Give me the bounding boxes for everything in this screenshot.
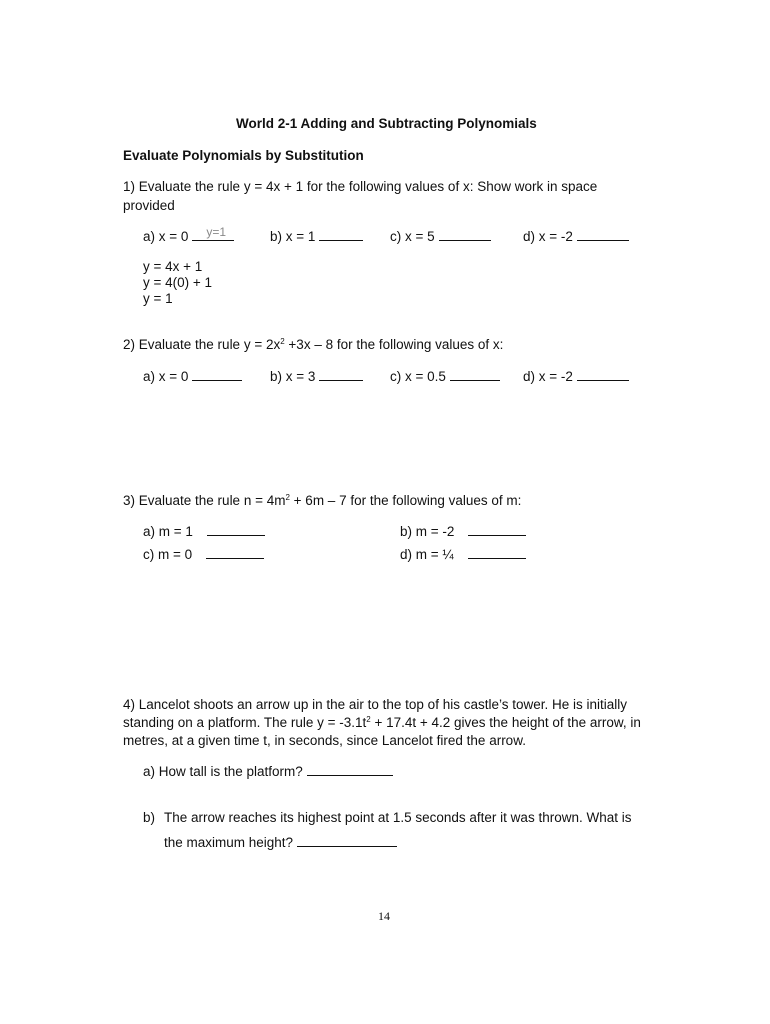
q4-part-b-line2 — [164, 834, 397, 850]
q3-part-a-label: a) m = 1 — [143, 524, 193, 539]
q4-part-a-label: a) How tall is the platform? — [143, 764, 303, 779]
q2-prompt — [123, 337, 503, 352]
q1-part-b-label: b) x = 1 — [270, 229, 316, 244]
q1-part-a-blank[interactable] — [192, 225, 234, 241]
q4-part-b-line1: The arrow reaches its highest point at 1.5 seconds after it was thrown. What is — [164, 810, 632, 825]
q2-exponent: 2 — [280, 337, 285, 346]
q3-prompt-pre: 3) Evaluate the rule n = 4m — [123, 493, 286, 508]
q4-line2-post: + 17.4t + 4.2 gives the height of the arrow, in — [370, 715, 641, 730]
q2-part-a-label: a) x = 0 — [143, 369, 189, 384]
q4-part-a — [143, 763, 393, 779]
q4-part-a-blank[interactable] — [307, 763, 393, 776]
q4-exponent: 2 — [366, 715, 371, 724]
q2-part-b-label: b) x = 3 — [270, 369, 316, 384]
q1-part-b-blank[interactable] — [319, 228, 363, 241]
q1-work-line2: y = 4(0) + 1 — [143, 275, 213, 290]
section-heading: Evaluate Polynomials by Substitution — [123, 148, 364, 163]
q3-part-c-label: c) m = 0 — [143, 547, 193, 562]
q3-part-d-blank[interactable] — [468, 546, 526, 559]
q4-line1: 4) Lancelot shoots an arrow up in the air to the top of his castle’s tower. He is initially — [123, 697, 628, 712]
q3-part-a-blank[interactable] — [207, 523, 265, 536]
q2-part-d-label: d) x = -2 — [523, 369, 573, 384]
q4-part-b-blank[interactable] — [297, 834, 397, 847]
q3-part-c-blank[interactable] — [206, 546, 264, 559]
q1-part-b — [270, 228, 363, 244]
q4-line2 — [123, 715, 641, 730]
q1-part-d-blank[interactable] — [577, 228, 629, 241]
q2-part-b — [270, 368, 363, 384]
q2-part-a — [143, 368, 242, 384]
q1-part-c-blank[interactable] — [439, 228, 491, 241]
q2-part-b-blank[interactable] — [319, 368, 363, 381]
q2-part-c-blank[interactable] — [450, 368, 500, 381]
q3-prompt — [123, 493, 521, 508]
q1-part-d — [523, 228, 629, 244]
q3-part-c — [143, 546, 264, 562]
q1-prompt-line2: provided — [123, 198, 175, 213]
page-title: World 2-1 Adding and Subtracting Polynomials — [236, 116, 537, 131]
q3-part-b-blank[interactable] — [468, 523, 526, 536]
q1-part-a — [143, 225, 234, 244]
q1-part-a-answer: y=1 — [206, 225, 227, 239]
q3-prompt-post: + 6m – 7 for the following values of m: — [289, 493, 522, 508]
page-number: 14 — [378, 909, 390, 923]
q1-work-line3: y = 1 — [143, 291, 173, 306]
q1-part-c — [390, 228, 491, 244]
q4-line2-pre: standing on a platform. The rule y = -3.1t — [123, 715, 367, 730]
q4-part-b-marker: b) — [143, 810, 156, 825]
q2-prompt-post: +3x – 8 for the following values of x: — [284, 337, 504, 352]
q1-part-d-label: d) x = -2 — [523, 229, 573, 244]
q3-exponent: 2 — [285, 493, 290, 502]
q2-part-c — [390, 368, 500, 384]
q1-work-line1: y = 4x + 1 — [143, 259, 203, 274]
q3-part-b — [400, 523, 526, 539]
q3-part-d — [400, 546, 526, 562]
q2-part-a-blank[interactable] — [192, 368, 242, 381]
q3-part-b-label: b) m = -2 — [400, 524, 455, 539]
q1-part-c-label: c) x = 5 — [390, 229, 435, 244]
q4-part-b-label: the maximum height? — [164, 835, 294, 850]
q2-part-d — [523, 368, 629, 384]
q1-part-a-label: a) x = 0 — [143, 229, 189, 244]
q4-line3: metres, at a given time t, in seconds, since Lancelot fired the arrow. — [123, 733, 526, 748]
q3-part-a — [143, 523, 265, 539]
q1-prompt-line1: 1) Evaluate the rule y = 4x + 1 for the following values of x: Show work in space — [123, 179, 598, 194]
q2-part-c-label: c) x = 0.5 — [390, 369, 446, 384]
q2-prompt-pre: 2) Evaluate the rule y = 2x — [123, 337, 281, 352]
q3-part-d-label: d) m = ¼ — [400, 547, 454, 562]
q2-part-d-blank[interactable] — [577, 368, 629, 381]
